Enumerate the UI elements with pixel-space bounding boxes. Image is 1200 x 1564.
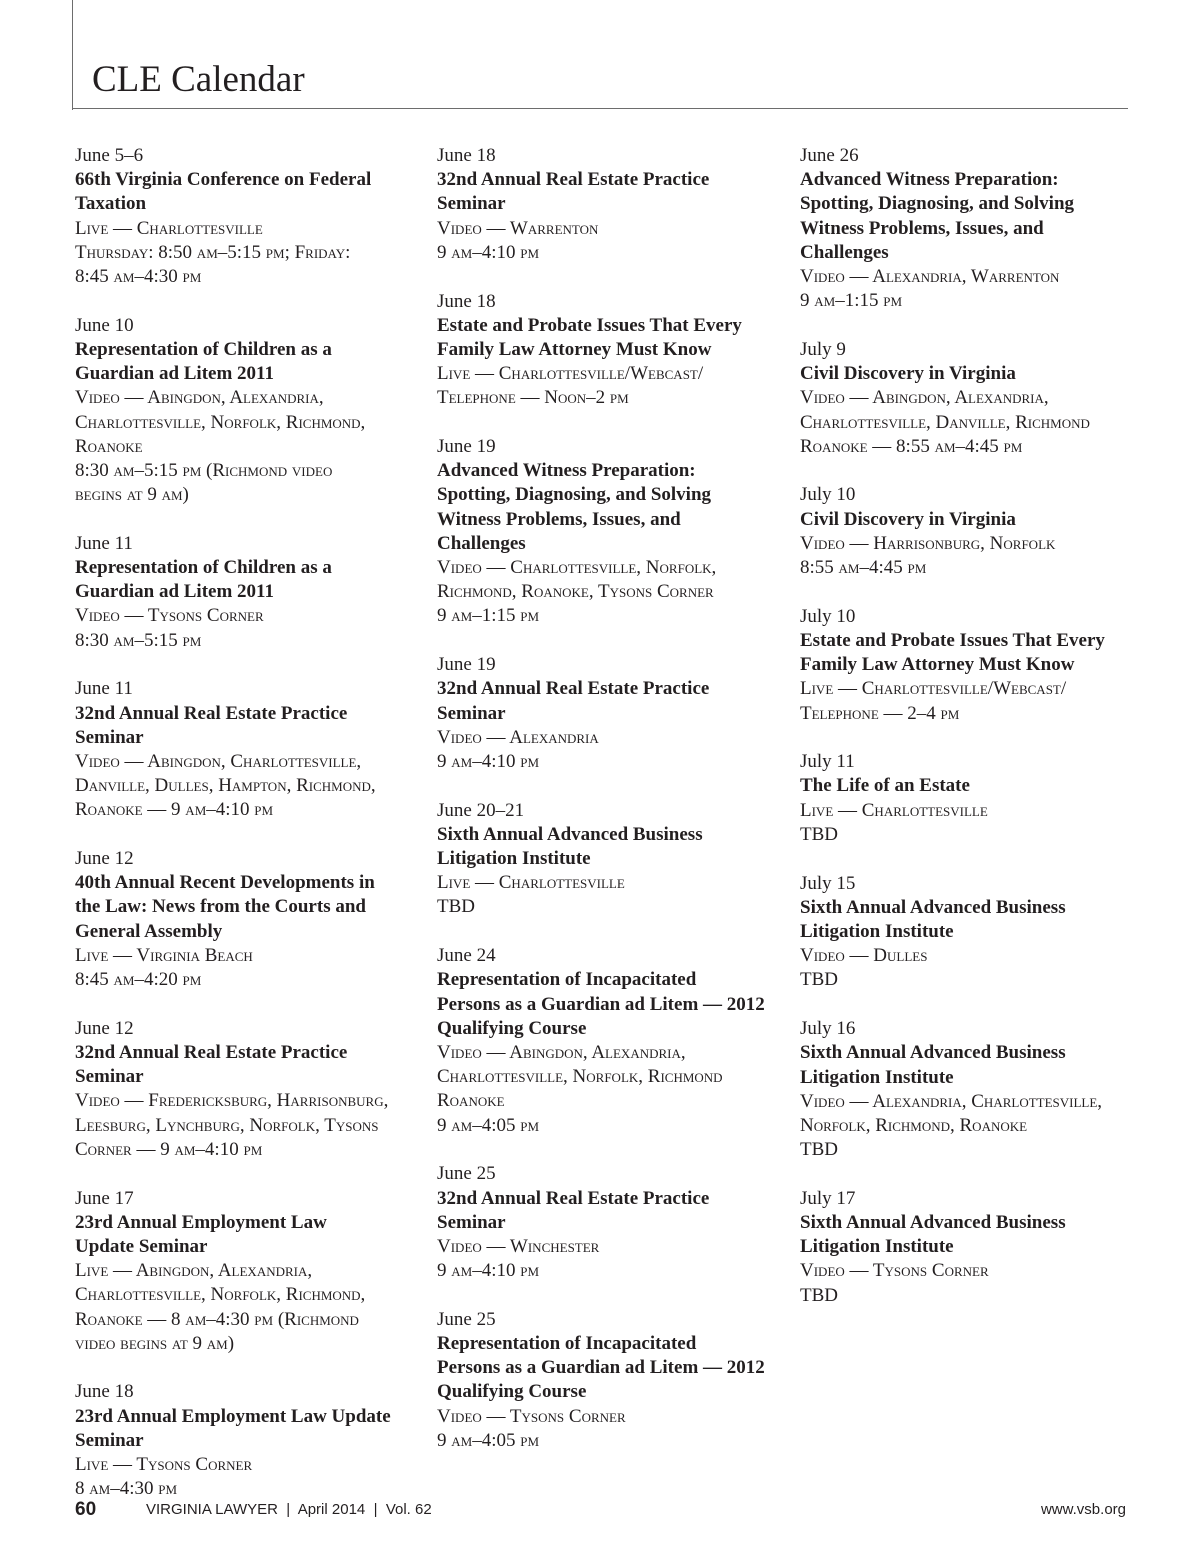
calendar-event: [75, 847, 405, 992]
event-location: Video — Tysons Corner: [800, 1260, 989, 1282]
event-time: TBD: [437, 896, 475, 918]
event-title: 32nd Annual Real Estate Practice Seminar: [437, 1187, 710, 1233]
event-date: June 25: [437, 1163, 496, 1185]
event-time: 9 am–4:05 pm: [437, 1114, 540, 1136]
page-footer: [0, 1497, 1200, 1523]
event-location: Video — Abingdon, Alexandria, Charlottesville, Norfolk, Richmond Roanoke: [437, 1042, 723, 1112]
calendar-event: [75, 314, 405, 508]
event-title: Representation of Children as a Guardian ad Litem 2011: [75, 338, 332, 385]
event-time: 9 am–1:15 pm: [437, 605, 540, 627]
event-date: June 18: [75, 1381, 134, 1403]
calendar-event: [437, 1162, 777, 1283]
event-title: 23rd Annual Employment Law Update Seminar: [75, 1211, 327, 1257]
calendar-event: [800, 483, 1140, 580]
event-location: Live — Tysons Corner: [75, 1454, 253, 1476]
event-date: July 9: [800, 338, 846, 360]
event-location: Video — Harrisonburg, Norfolk: [800, 532, 1056, 554]
event-title: Sixth Annual Advanced Business Litigation Institute: [800, 1042, 1066, 1088]
event-date: June 25: [437, 1308, 496, 1330]
event-date: July 15: [800, 872, 856, 894]
page-title: CLE Calendar: [92, 59, 305, 100]
calendar-event: [437, 653, 777, 774]
event-date: July 10: [800, 484, 856, 506]
calendar-column-1: [75, 144, 405, 1526]
event-time: 9 am–4:10 pm: [437, 1260, 540, 1282]
calendar-event: [437, 290, 777, 411]
event-location: Live — Virginia Beach: [75, 944, 253, 966]
event-date: June 5–6: [75, 145, 144, 166]
event-title: The Life of an Estate: [800, 775, 970, 797]
event-time: 8:30 am–5:15 pm: [75, 629, 202, 651]
calendar-event: [75, 1017, 405, 1162]
event-title: Sixth Annual Advanced Business Litigation Institute: [800, 896, 1066, 942]
event-date: June 17: [75, 1187, 134, 1209]
event-time: TBD: [800, 1139, 838, 1161]
event-title: 32nd Annual Real Estate Practice Seminar: [75, 702, 348, 748]
calendar-event: [800, 605, 1140, 726]
calendar-event: [800, 750, 1140, 847]
event-time: 8:30 am–5:15 pm (Richmond video begins at 9 am): [75, 459, 333, 506]
event-location: Video — Alexandria, Warrenton: [800, 266, 1060, 288]
calendar-event: [75, 532, 405, 653]
event-title: Sixth Annual Advanced Business Litigation Institute: [800, 1212, 1066, 1258]
calendar-event: [437, 144, 777, 265]
event-location: Video — Alexandria: [437, 726, 599, 748]
header-horizontal-rule: [72, 108, 1128, 109]
event-time: 9 am–4:10 pm: [437, 241, 540, 263]
event-location: Video — Tysons Corner: [75, 605, 264, 627]
calendar-event: [75, 1187, 405, 1356]
event-title: Representation of Incapacitated Persons as a Guardian ad Litem — 2012 Qualifying Course: [437, 1333, 765, 1403]
event-location: Video — Alexandria, Charlottesville, Norfolk, Richmond, Roanoke: [800, 1090, 1103, 1136]
event-date: June 26: [800, 145, 859, 166]
calendar-event: [800, 144, 1140, 313]
header-vertical-rule: [72, 0, 73, 110]
event-title: 32nd Annual Real Estate Practice Seminar: [437, 169, 710, 215]
calendar-event: [800, 338, 1140, 459]
event-location: Video — Abingdon, Alexandria, Charlottesville, Norfolk, Richmond, Roanoke: [75, 387, 366, 457]
event-location: Video — Abingdon, Charlottesville, Danville, Dulles, Hampton, Richmond, Roanoke — 9 am–4:10 pm: [75, 750, 376, 821]
event-title: Estate and Probate Issues That Every Family Law Attorney Must Know: [437, 314, 742, 360]
website-link[interactable]: www.vsb.org: [1040, 1501, 1126, 1518]
event-time: 8 am–4:30 pm: [75, 1478, 178, 1500]
event-date: June 11: [75, 678, 133, 700]
event-date: June 20–21: [437, 799, 525, 821]
event-time: TBD: [800, 823, 838, 845]
publication-info: VIRGINIA LAWYER | April 2014 | Vol. 62: [146, 1501, 432, 1518]
event-location: Video — Tysons Corner: [437, 1405, 626, 1427]
event-date: June 10: [75, 314, 134, 336]
event-time: 9 am–4:05 pm: [437, 1429, 540, 1451]
event-title: Advanced Witness Preparation: Spotting, Diagnosing, and Solving Witness Problems, Issues, and Challenges: [437, 460, 712, 554]
calendar-event: [437, 799, 777, 920]
event-date: July 11: [800, 751, 855, 773]
event-title: Advanced Witness Preparation: Spotting, Diagnosing, and Solving Witness Problems, Issues, and Challenges: [800, 169, 1075, 263]
page-number: 60: [75, 1499, 97, 1520]
calendar-event: [75, 1380, 405, 1501]
event-date: July 10: [800, 605, 856, 627]
calendar-column-2: [437, 144, 777, 1478]
event-title: 32nd Annual Real Estate Practice Seminar: [75, 1042, 348, 1088]
event-date: June 11: [75, 532, 133, 554]
event-time: 8:45 am–4:20 pm: [75, 969, 202, 991]
event-title: Representation of Incapacitated Persons as a Guardian ad Litem — 2012 Qualifying Course: [437, 969, 765, 1039]
event-date: June 19: [437, 654, 496, 676]
calendar-event: [75, 144, 405, 289]
event-location: Live — Charlottesville/Webcast/ Telephone — 2–4 pm: [800, 678, 1067, 724]
event-location: Video — Warrenton: [437, 217, 599, 239]
event-location: Video — Charlottesville, Norfolk, Richmond, Roanoke, Tysons Corner: [437, 557, 717, 603]
event-location: Live — Charlottesville: [75, 217, 263, 239]
event-location: Live — Charlottesville: [437, 872, 625, 894]
event-time: 9 am–4:10 pm: [437, 750, 540, 772]
event-time: TBD: [800, 1284, 838, 1306]
event-location: Live — Charlottesville/Webcast/ Telephone — Noon–2 pm: [437, 363, 704, 409]
event-title: Civil Discovery in Virginia: [800, 508, 1016, 530]
event-title: 23rd Annual Employment Law Update Seminar: [75, 1405, 391, 1451]
event-title: 40th Annual Recent Developments in the Law: News from the Courts and General Assembly: [75, 872, 375, 942]
event-title: 32nd Annual Real Estate Practice Seminar: [437, 678, 710, 724]
event-location: Video — Abingdon, Alexandria, Charlottesville, Danville, Richmond Roanoke — 8:55 am–4:45 pm: [800, 387, 1090, 457]
event-location: Live — Abingdon, Alexandria, Charlottesville, Norfolk, Richmond, Roanoke — 8 am–4:30 pm (Richmond video begins at 9 am): [75, 1260, 366, 1354]
event-title: Sixth Annual Advanced Business Litigation Institute: [437, 823, 703, 870]
event-date: July 16: [800, 1018, 856, 1040]
event-location: Video — Dulles: [800, 945, 928, 967]
event-time: TBD: [800, 969, 838, 991]
calendar-event: [800, 872, 1140, 993]
calendar-event: [75, 677, 405, 822]
event-title: Civil Discovery in Virginia: [800, 363, 1016, 385]
calendar-event: [800, 1187, 1140, 1308]
event-time: Thursday: 8:50 am–5:15 pm; Friday: 8:45 am–4:30 pm: [75, 241, 351, 288]
event-time: 8:55 am–4:45 pm: [800, 557, 927, 579]
event-title: Representation of Children as a Guardian ad Litem 2011: [75, 557, 332, 603]
event-date: June 18: [437, 290, 496, 312]
event-location: Live — Charlottesville: [800, 799, 988, 821]
calendar-event: [437, 435, 777, 629]
event-location: Video — Fredericksburg, Harrisonburg, Leesburg, Lynchburg, Norfolk, Tysons Corner — 9 am–4:10 pm: [75, 1090, 389, 1160]
event-title: Estate and Probate Issues That Every Family Law Attorney Must Know: [800, 629, 1105, 676]
event-date: June 19: [437, 436, 496, 458]
event-time: 9 am–1:15 pm: [800, 290, 903, 312]
calendar-event: [800, 1017, 1140, 1162]
calendar-column-3: [800, 144, 1140, 1332]
event-date: July 17: [800, 1187, 856, 1209]
event-date: June 18: [437, 145, 496, 166]
event-date: June 12: [75, 848, 134, 870]
calendar-event: [437, 1308, 777, 1453]
event-location: Video — Winchester: [437, 1235, 600, 1257]
event-date: June 12: [75, 1017, 134, 1039]
calendar-event: [437, 944, 777, 1138]
event-title: 66th Virginia Conference on Federal Taxation: [75, 169, 372, 215]
event-date: June 24: [437, 945, 496, 967]
